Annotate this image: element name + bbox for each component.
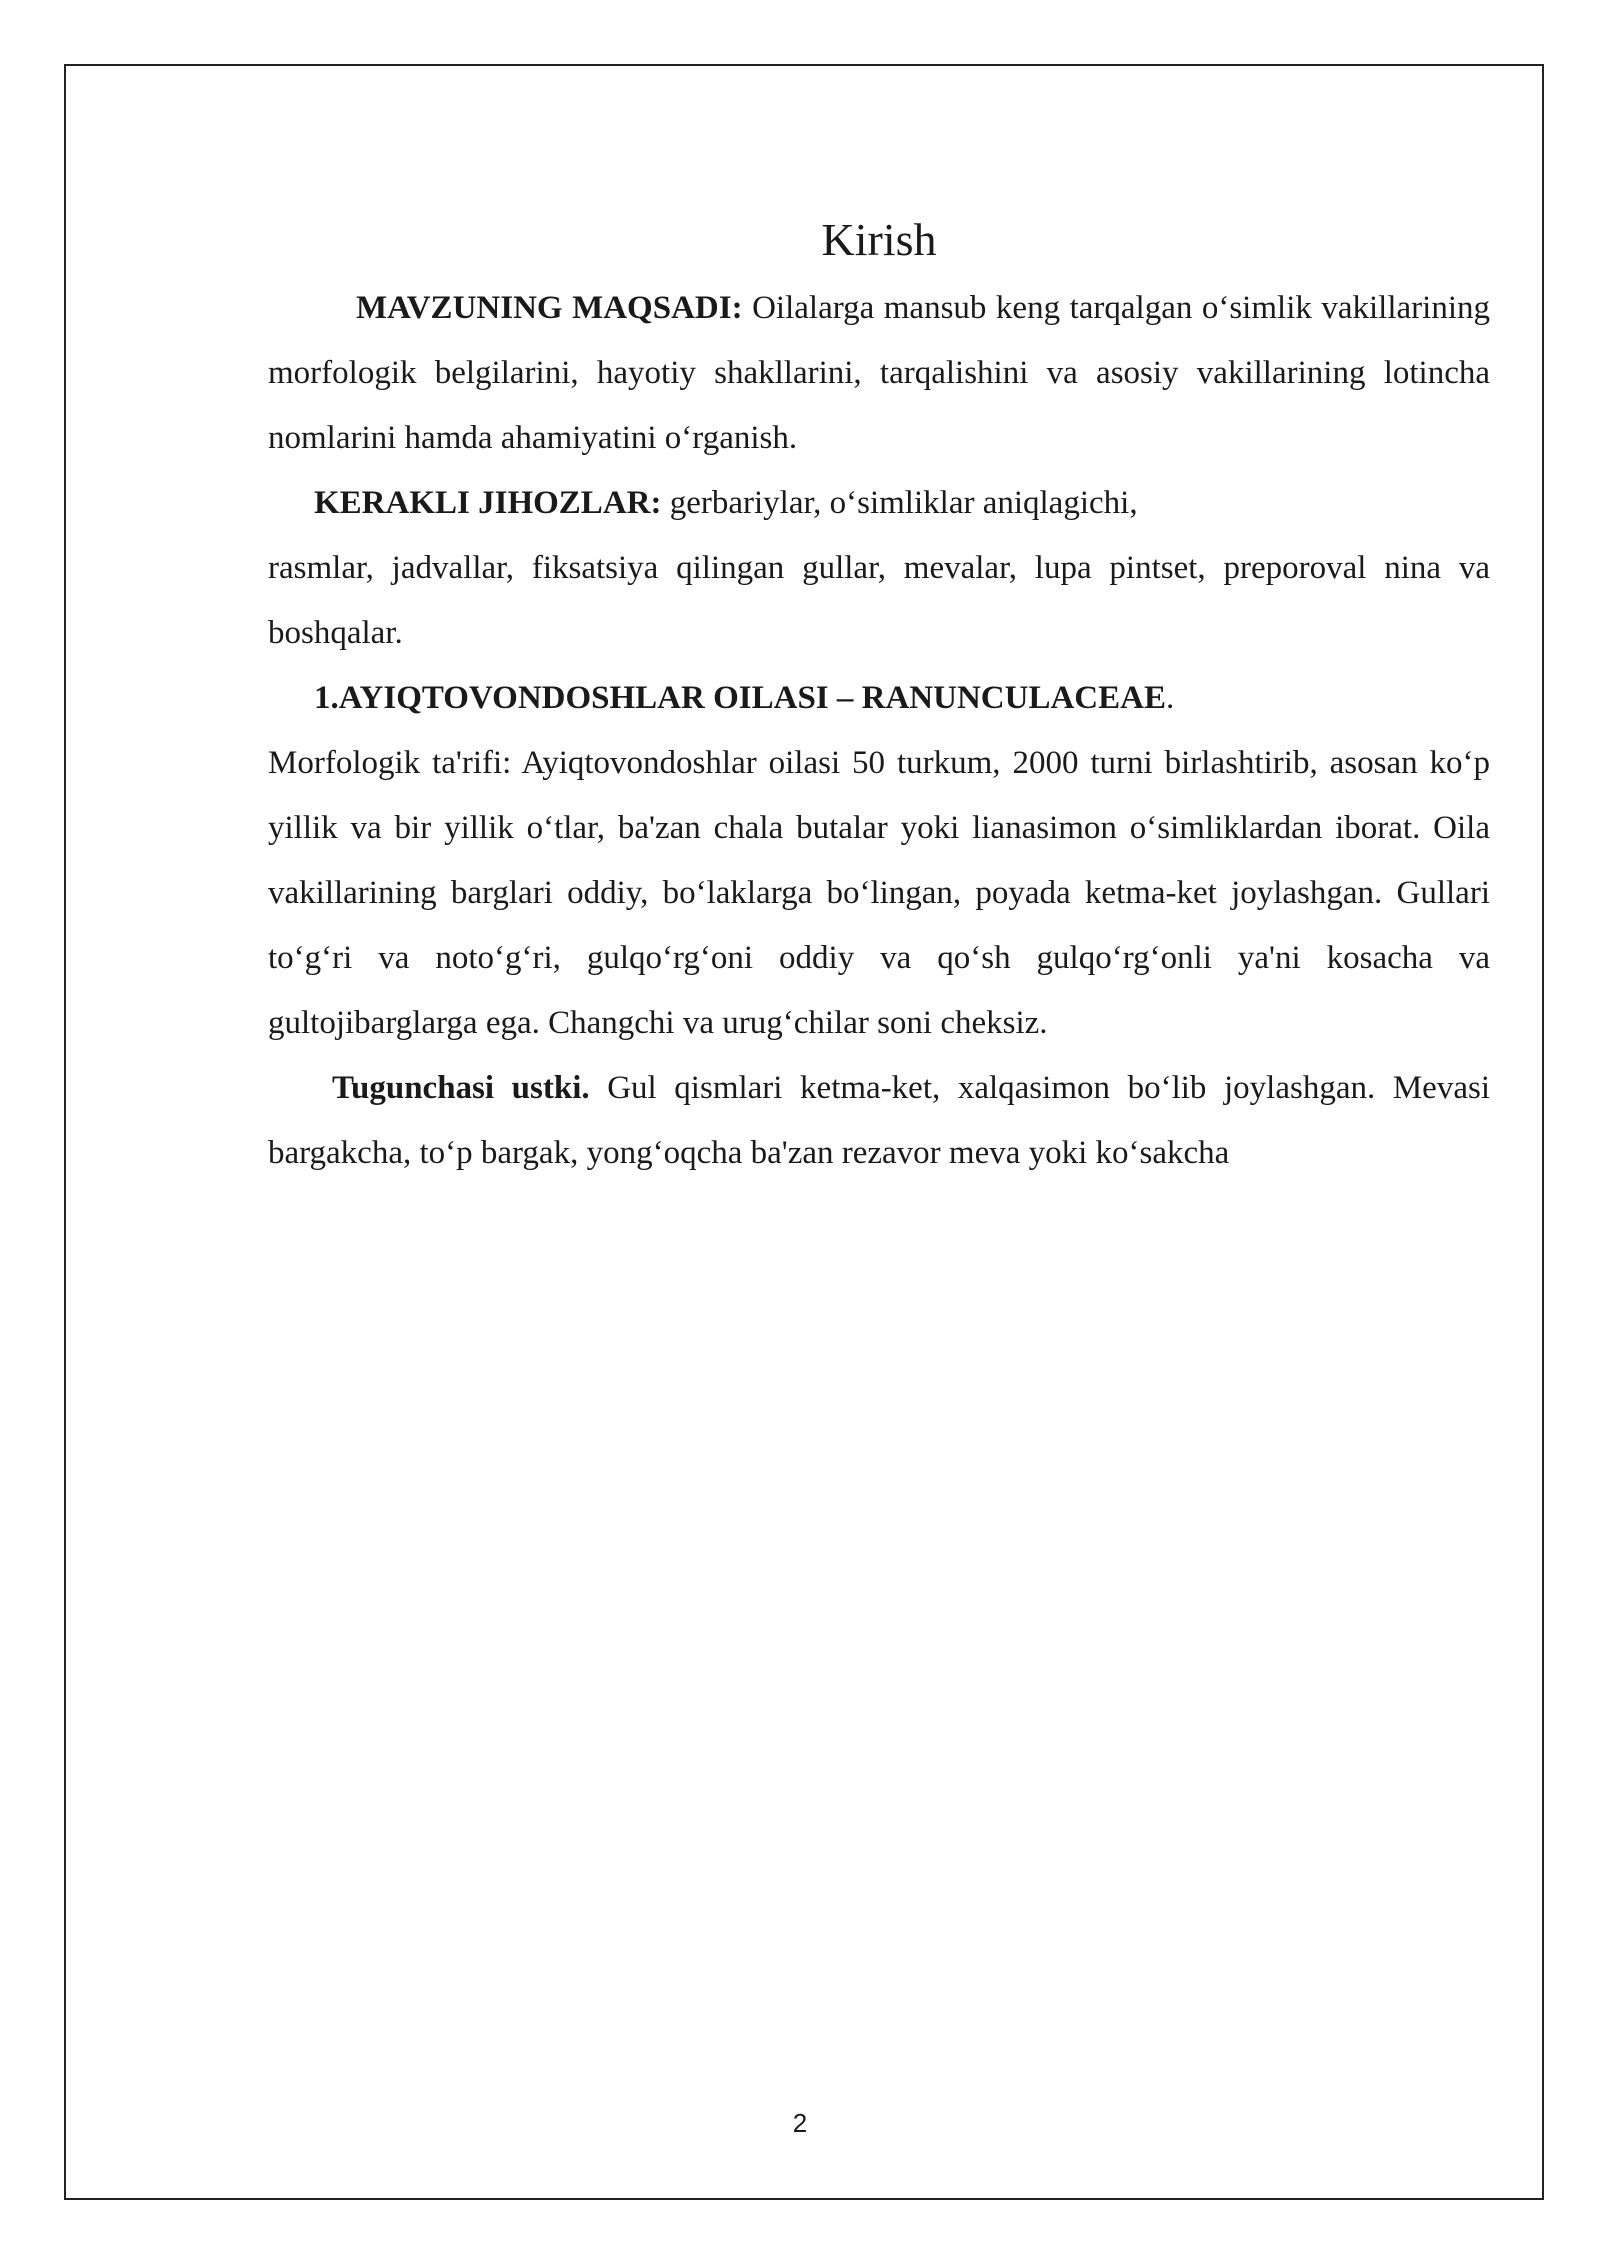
page-title: Kirish xyxy=(821,214,937,265)
equipment-label: KERAKLI JIHOZLAR: xyxy=(314,485,662,521)
goal-paragraph xyxy=(268,276,1490,471)
page-number: 2 xyxy=(792,2108,808,2138)
morphology-paragraph: Morfologik ta'rifi: Ayiqtovondoshlar oilasi 50 turkum, 2000 turni birlashtirib, asosan ko‘p yillik va bir yillik o‘tlar, ba'zan chala butalar yoki lianasimon o‘simliklardan iborat. Oila vakillarining barglari oddiy, bo‘laklarga bo‘lingan, poyada ketma-ket joylashgan. Gullari to‘g‘ri va noto‘g‘ri, gulqo‘rg‘oni oddiy va qo‘sh gulqo‘rg‘onli ya'ni kosacha va gultojibarglarga ega. Changchi va urug‘chilar soni cheksiz. xyxy=(268,745,1490,1041)
ovary-text: Gul qismlari ketma-ket, xalqasimon bo‘lib joylashgan. Mevasi bargakcha, to‘p bargak, yong‘oqcha ba'zan rezavor meva yoki ko‘sakcha xyxy=(268,1070,1490,1171)
section-heading xyxy=(268,666,1490,731)
equipment-paragraph xyxy=(268,471,1490,536)
goal-label: MAVZUNING MAQSADI: xyxy=(356,290,743,326)
section-heading-text: 1.AYIQTOVONDOSHLAR OILASI – RANUNCULACEAE xyxy=(314,680,1166,716)
equipment-text: gerbariylar, o‘simliklar aniqlagichi, xyxy=(661,485,1138,521)
equipment-continuation: rasmlar, jadvallar, fiksatsiya qilingan gullar, mevalar, lupa pintset, preporoval nina va boshqalar. xyxy=(268,550,1490,651)
ovary-label: Tugunchasi ustki. xyxy=(332,1070,590,1106)
document-body xyxy=(268,210,1490,1186)
ovary-paragraph xyxy=(268,1056,1490,1186)
goal-text: Oilalarga mansub keng tarqalgan o‘simlik vakillarining morfologik belgilarini, hayotiy shakllarini, tarqalishini va asosiy vakillarining lotincha nomlarini hamda ahamiyatini o‘rganish. xyxy=(268,290,1490,456)
section-heading-suffix: . xyxy=(1166,680,1175,716)
